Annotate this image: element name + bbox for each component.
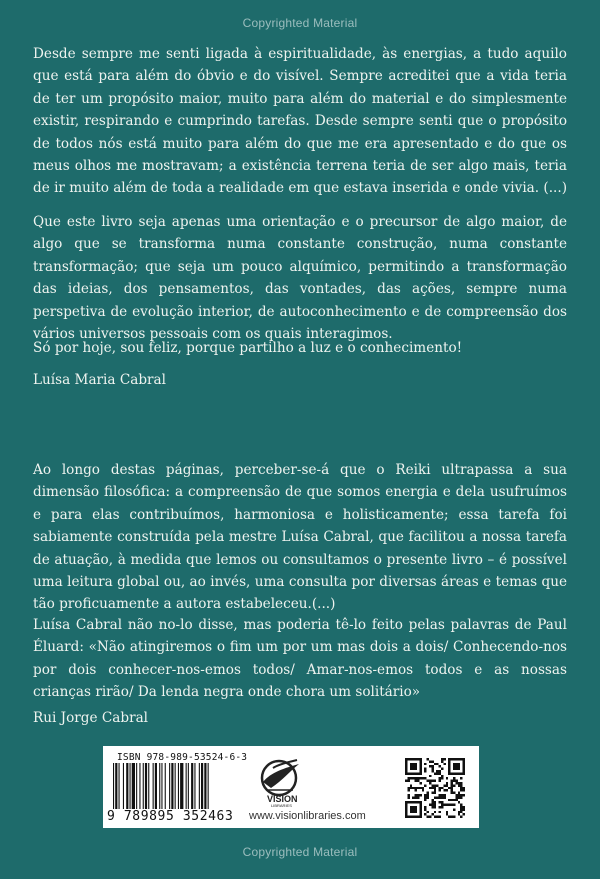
paragraph-1 xyxy=(33,43,567,200)
paragraph-1-text: Desde sempre me senti ligada à espiritualidade, às energias, a tudo aquilo que está para além do óbvio e do visível. Sempre acreditei que a vida teria de ter um propósito maior, muito para além do material e do simplesmente existir, respirando e cumprindo tarefas. Desde sempre senti que o propósito de todos nós está muito para além do que me era apresentado e do que os meus olhos me mostravam; a existência terrena teria de ser algo mais, teria de ir muito além de toda a realidade em que estava inserida e onde vivia. (...) xyxy=(33,46,567,197)
paragraph-5-text: Luísa Cabral não no-lo disse, mas poderia tê-lo feito pelas palavras de Paul Éluard: «Não atingiremos o fim um por um mas dois a dois/ Conhecendo-nos por dois conhecer-nos-emos todos/ Amar-nos-emos todos e as nossas crianças rirão/ Da lenda negra onde chora um solitário» xyxy=(33,617,567,701)
isbn-label: ISBN 978-989-53524-6-3 xyxy=(117,752,248,763)
publisher-name: VISION xyxy=(267,794,298,804)
paragraph-4-text: Ao longo destas páginas, perceber-se-á que o Reiki ultrapassa a sua dimensão filosófica: a compreensão de que somos energia e dela usufruímos e para elas contribuímos, harmoniosa e holisticamente; essa tarefa foi sabiamente construída pela mestre Luísa Cabral, que facilitou a nossa tarefa de atuação, à medida que lemos ou consultamos o presente livro – é possível uma leitura global ou, ao invés, uma consulta por diversas áreas e temas que tão proficuamente a autora estabeleceu.(...) xyxy=(33,462,567,613)
barcode-panel xyxy=(103,746,479,828)
qr-code-icon xyxy=(405,758,465,818)
paragraph-5 xyxy=(33,614,567,704)
paragraph-3 xyxy=(33,337,567,359)
signature-1-text: Luísa Maria Cabral xyxy=(33,372,166,388)
paragraph-2-text: Que este livro seja apenas uma orientação e o precursor de algo maior, de algo que se transforma numa constante construção, numa constante transformação; que seja um pouco alquímico, permitindo a transformação das ideias, dos pensamentos, das vontades, das ações, sempre numa perspetiva de evolução interior, de autoconhecimento e de compreensão dos vários universos pessoais com os quais interagimos. xyxy=(33,214,567,343)
barcode-number: 9 789895 352463 xyxy=(107,809,234,824)
watermark-top: Copyrighted Material xyxy=(242,16,358,30)
paragraph-2 xyxy=(33,211,567,345)
signature-2-text: Rui Jorge Cabral xyxy=(33,710,149,726)
signature-1 xyxy=(33,369,567,391)
paragraph-4 xyxy=(33,459,567,616)
signature-2 xyxy=(33,707,567,729)
paragraph-3-text: Só por hoje, sou feliz, porque partilho a luz e o conhecimento! xyxy=(33,340,463,356)
publisher-sub: LIBRARIES xyxy=(271,803,292,808)
publisher-url: www.visionlibraries.com xyxy=(249,810,366,822)
vision-libraries-logo-icon xyxy=(249,754,369,808)
barcode-icon xyxy=(113,763,233,809)
watermark-bottom: Copyrighted Material xyxy=(242,845,358,859)
